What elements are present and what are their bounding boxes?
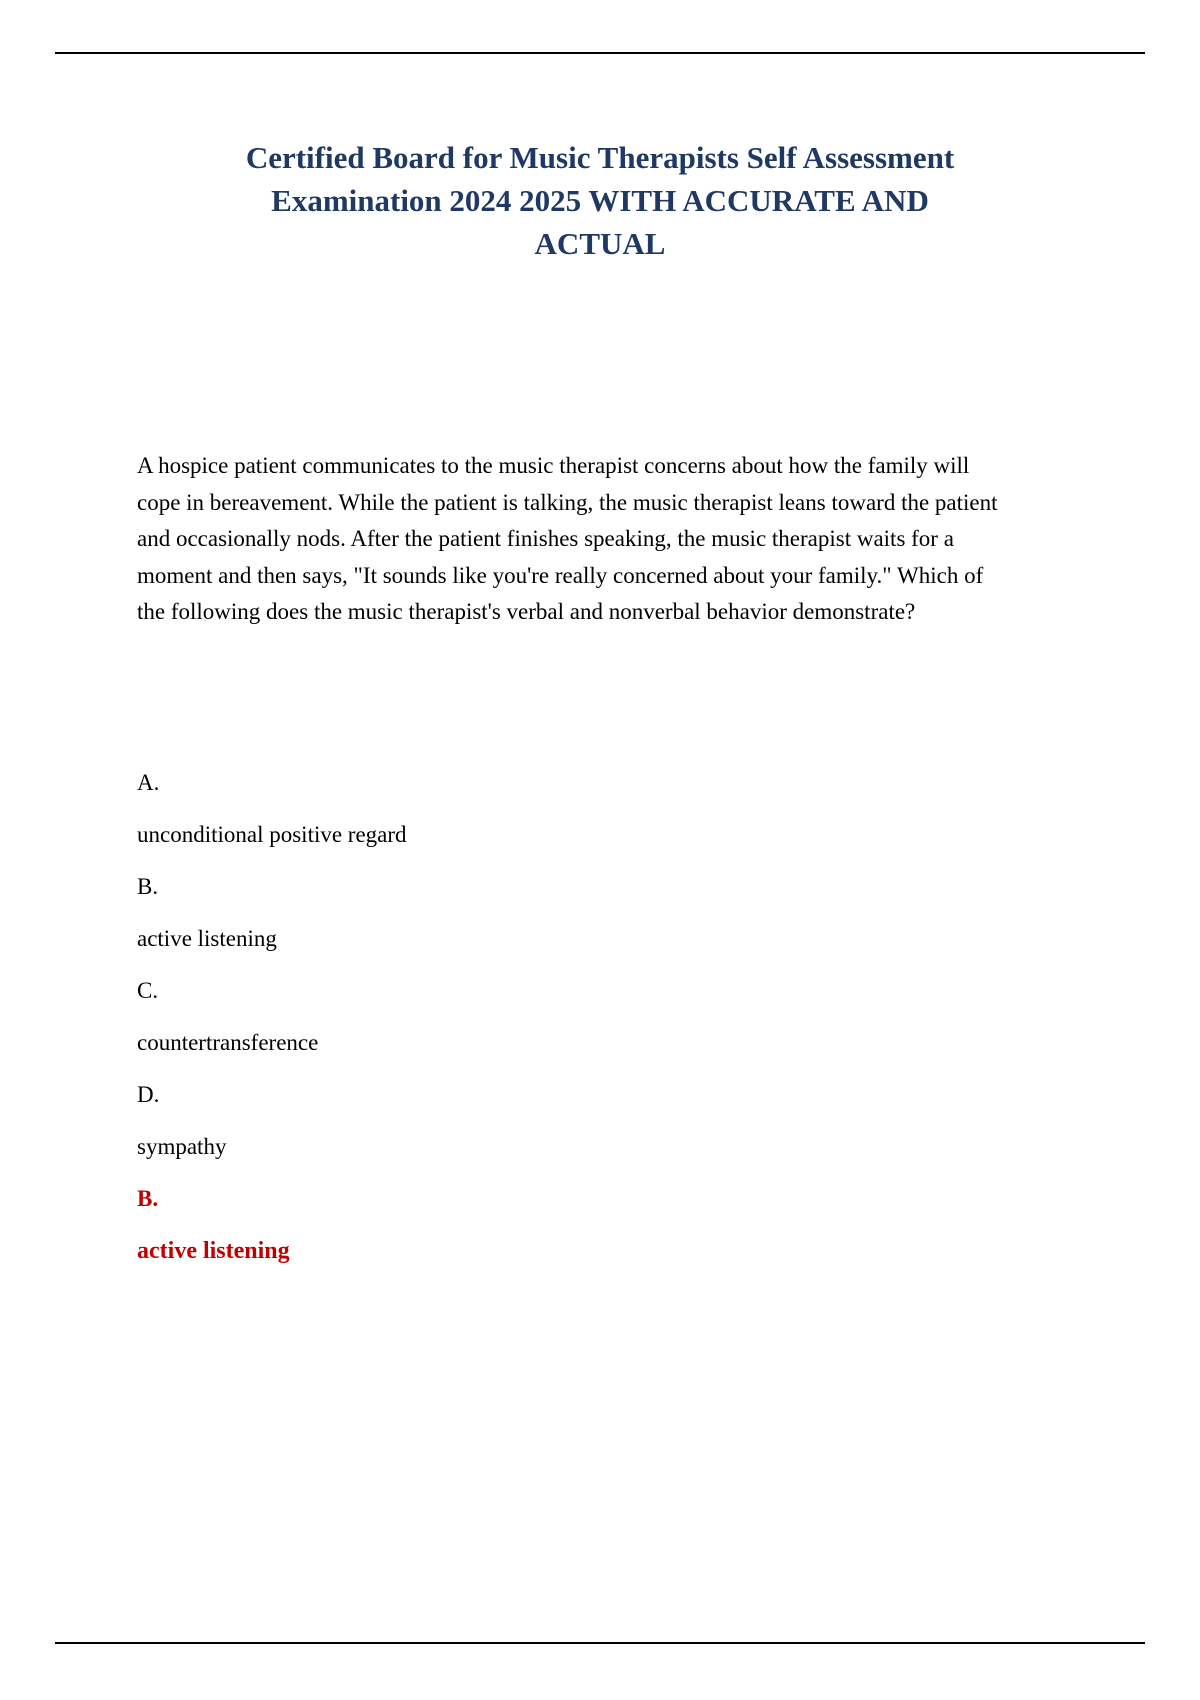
option-d-label: D. [137,1082,160,1107]
option-d-text: sympathy [137,1134,227,1159]
option-a-text: unconditional positive regard [137,822,407,847]
options-block [137,768,1009,1288]
answer-text: active listening [137,1238,290,1264]
option-b-label: B. [137,874,159,899]
page-title [120,136,1080,265]
option-c-text: countertransference [137,1030,319,1055]
top-horizontal-rule [55,52,1145,54]
page-title-line-3: ACTUAL [534,226,666,261]
bottom-horizontal-rule [55,1642,1145,1644]
option-c-label: C. [137,978,159,1003]
question-block [137,448,1009,631]
answer-label: B. [137,1186,159,1211]
option-a-label: A. [137,770,160,795]
page-title-line-1: Certified Board for Music Therapists Self Assessment [245,140,955,175]
option-b-text: active listening [137,926,277,951]
question-text: A hospice patient communicates to the music therapist concerns about how the family will cope in bereavement. While the patient is talking, the music therapist leans toward the patient and occasionally nods. After the patient finishes speaking, the music therapist waits for a moment and then says, "It sounds like you're really concerned about your family." Which of the following does the music therapist's verbal and nonverbal behavior demonstrate? [137,453,998,624]
page-title-line-2: Examination 2024 2025 WITH ACCURATE AND [271,183,929,218]
